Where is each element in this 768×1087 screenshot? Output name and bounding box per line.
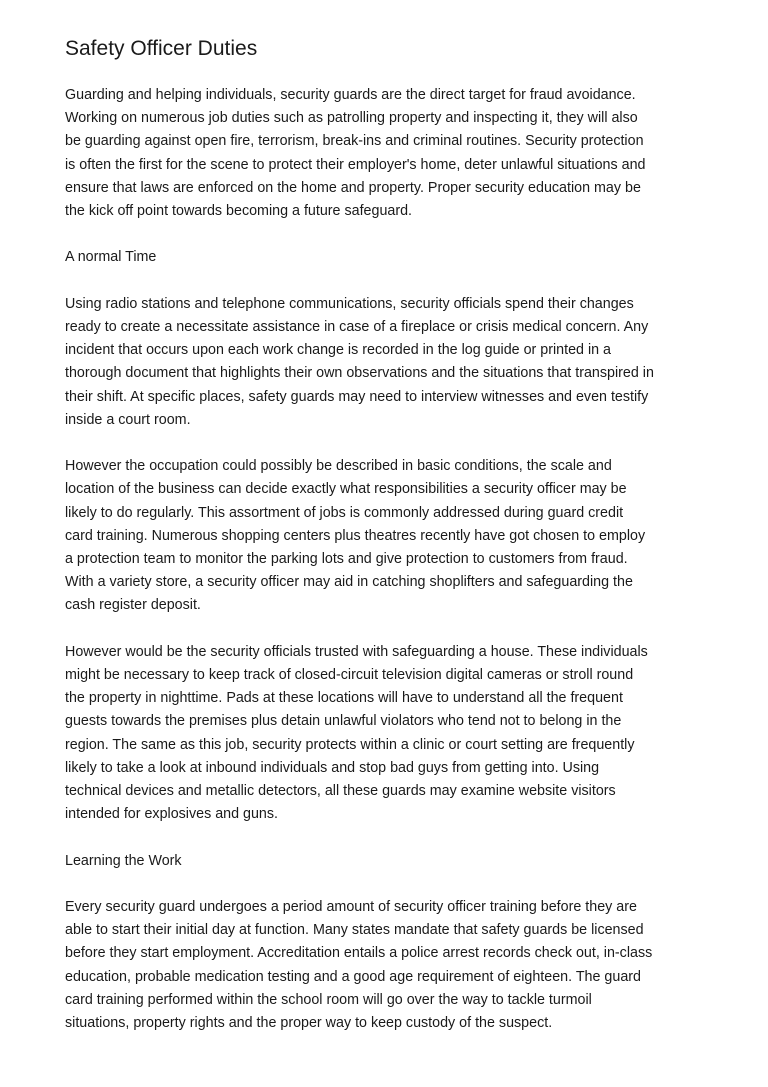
paragraph-line: the kick off point towards becoming a future safeguard.: [65, 203, 413, 220]
paragraph-line: ready to create a necessitate assistance in case of a fireplace or crisis medical concern. Any: [65, 319, 649, 335]
paragraph-line: region. The same as this job, security protects within a clinic or court setting are frequently: [65, 736, 635, 753]
paragraph-line: the property in nighttime. Pads at these locations will have to understand all the frequent: [65, 690, 623, 707]
paragraph-line: Using radio stations and telephone communications, security officials spend their changes: [65, 295, 634, 312]
section-heading-learning-work: Learning the Work: [65, 852, 182, 869]
paragraph-line: However the occupation could possibly be described in basic conditions, the scale and: [65, 458, 612, 475]
paragraph-line: With a variety store, a security officer may aid in catching shoplifters and safeguarding the: [65, 574, 633, 591]
paragraph-line: their shift. At specific places, safety guards may need to interview witnesses and even testify: [65, 388, 649, 405]
paragraph-house: [65, 641, 715, 827]
paragraph-line: card training performed within the school room will go over the way to tackle turmoil: [65, 991, 592, 1008]
paragraph-line: incident that occurs upon each work change is recorded in the log guide or printed in a: [65, 342, 612, 359]
paragraph-training: [65, 896, 715, 1035]
paragraph-line: able to start their initial day at function. Many states mandate that safety guards be licensed: [65, 922, 644, 939]
paragraph-line: might be necessary to keep track of closed-circuit television digital cameras or stroll round: [65, 667, 634, 684]
paragraph-intro: [65, 84, 715, 223]
paragraph-line: a protection team to monitor the parking lots and give protection to customers from fraud.: [65, 551, 628, 568]
paragraph-line: guests towards the premises plus detain unlawful violators who tend not to belong in the: [65, 713, 622, 730]
paragraph-line: inside a court room.: [65, 411, 191, 428]
document-title: Safety Officer Duties: [65, 37, 258, 60]
paragraph-line: card training. Numerous shopping centers plus theatres recently have got chosen to employ: [65, 527, 646, 544]
paragraph-line: before they start employment. Accreditation entails a police arrest records check out, in-class: [65, 945, 653, 962]
paragraph-line: likely to do regularly. This assortment of jobs is commonly addressed during guard credit: [65, 504, 624, 521]
paragraph-line: Every security guard undergoes a period amount of security officer training before they are: [65, 899, 637, 916]
paragraph-line: However would be the security officials trusted with safeguarding a house. These individuals: [65, 643, 648, 660]
paragraph-line: be guarding against open fire, terrorism, break-ins and criminal routines. Security protection: [65, 133, 644, 150]
paragraph-line: Guarding and helping individuals, security guards are the direct target for fraud avoidance.: [65, 87, 636, 103]
paragraph-line: location of the business can decide exactly what responsibilities a security officer may be: [65, 481, 627, 498]
paragraph-line: technical devices and metallic detectors, all these guards may examine website visitors: [65, 783, 616, 800]
document-page: [65, 34, 715, 1058]
section-heading-normal-time: A normal Time: [65, 249, 157, 266]
paragraph-occupation: [65, 455, 715, 617]
paragraph-line: intended for explosives and guns.: [65, 806, 279, 823]
paragraph-line: thorough document that highlights their own observations and the situations that transpired in: [65, 365, 654, 382]
paragraph-line: Working on numerous job duties such as patrolling property and inspecting it, they will also: [65, 110, 638, 127]
paragraph-line: ensure that laws are enforced on the home and property. Proper security education may be: [65, 179, 641, 196]
paragraph-line: education, probable medication testing and a good age requirement of eighteen. The guard: [65, 968, 641, 985]
paragraph-line: likely to take a look at inbound individuals and stop bad guys from getting into. Using: [65, 759, 600, 776]
paragraph-line: cash register deposit.: [65, 597, 201, 614]
paragraph-line: is often the first for the scene to protect their employer's home, deter unlawful situations and: [65, 156, 646, 173]
paragraph-radio: [65, 293, 715, 432]
paragraph-line: situations, property rights and the proper way to keep custody of the suspect.: [65, 1015, 553, 1032]
